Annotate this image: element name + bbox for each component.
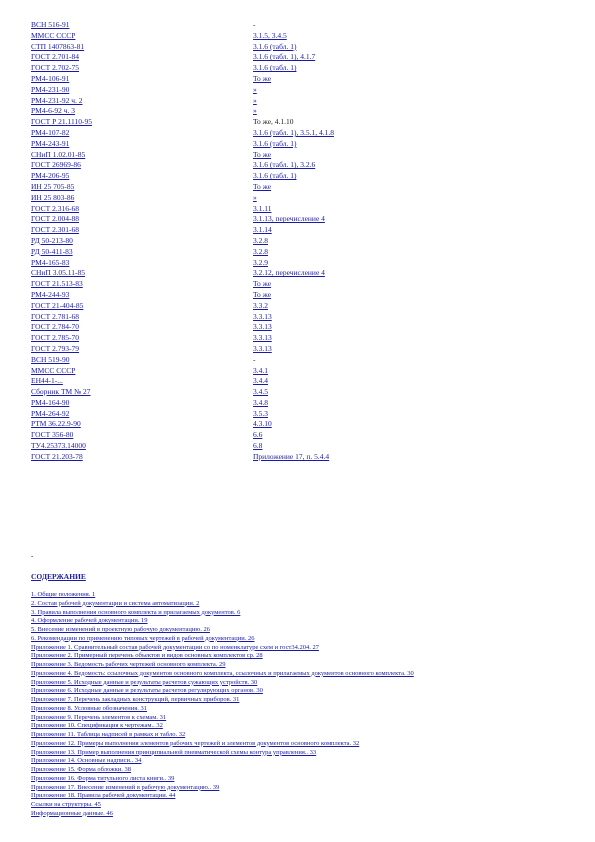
reference-section-link[interactable]: 3.1.6 (табл. 1): [253, 41, 297, 51]
reference-row: [31, 139, 551, 150]
reference-section-link[interactable]: »: [253, 95, 257, 105]
reference-row: [31, 312, 551, 323]
reference-row: [31, 409, 551, 420]
toc-item-link[interactable]: 5. Внесение изменений в проектную рабочую документацию. 26: [31, 626, 210, 633]
reference-document-link[interactable]: ММСС СССР: [31, 365, 76, 375]
reference-row: [31, 366, 551, 377]
reference-row: [31, 182, 551, 193]
reference-document-link[interactable]: ВСН 519-90: [31, 354, 70, 364]
reference-section-link[interactable]: 3.1.11: [253, 203, 272, 213]
reference-section-link[interactable]: 3.1.5, 3.4.5: [253, 30, 287, 40]
reference-document-link[interactable]: ММСС СССР: [31, 30, 76, 40]
separator-bullet: -: [31, 552, 34, 560]
reference-section-link[interactable]: »: [253, 192, 257, 202]
reference-section-link[interactable]: То же: [253, 73, 272, 83]
reference-section-link[interactable]: 3.1.13, перечисление 4: [253, 214, 325, 224]
reference-document-link[interactable]: ИН 25 705-85: [31, 181, 75, 191]
reference-document-link[interactable]: РД 50-411-83: [31, 246, 73, 256]
reference-section-link[interactable]: 3.1.6 (табл. 1): [253, 171, 297, 181]
reference-section-link[interactable]: 6.6: [253, 430, 263, 440]
toc-item-link[interactable]: 3. Правила выполнения основного комплекта и прилагаемых документов. 6: [31, 608, 241, 616]
reference-row: [31, 236, 551, 247]
reference-document-link[interactable]: РМ4-244-93: [31, 289, 70, 299]
reference-document-link[interactable]: ГОСТ Р 21.1110-95: [31, 117, 92, 127]
reference-row: [31, 204, 551, 215]
reference-row: [31, 419, 551, 430]
toc-item-link[interactable]: Приложение 9. Перечень элементов к схемам. 31: [31, 713, 167, 721]
reference-document-link[interactable]: РМ4-165-83: [31, 257, 70, 267]
toc-item-link[interactable]: Приложение 4. Ведомость: ссылочных документов основного комплекта, ссылочных и прилагаемых документов основного комплекта. 30: [31, 669, 414, 677]
toc-item-link[interactable]: Приложение 7. Перечень закладных конструкций, первичных приборов. 31: [31, 696, 240, 703]
reference-section-link[interactable]: 3.1.6 (табл. 1), 3.2.6: [253, 160, 316, 170]
reference-section-text: -: [253, 20, 256, 29]
reference-section-link[interactable]: 3.3.13: [253, 311, 272, 321]
reference-section-link[interactable]: 3.3.13: [253, 333, 272, 343]
reference-document-link[interactable]: ГОСТ 2.785-70: [31, 333, 79, 343]
reference-row: [31, 279, 551, 290]
reference-section-link[interactable]: Приложение 17, п. 5.4.4: [253, 451, 330, 461]
reference-section-link[interactable]: 3.2.8: [253, 235, 268, 245]
reference-row: [31, 258, 551, 269]
reference-row: [31, 398, 551, 409]
toc-item-link[interactable]: Приложение 14. Основные надписи.. 34: [31, 757, 142, 765]
reference-document-link[interactable]: СНиП 3.05.11-85: [31, 268, 85, 278]
reference-document-link[interactable]: РМ4-231-90: [31, 84, 70, 94]
reference-section-link[interactable]: 3.2.12, перечисление 4: [253, 268, 325, 278]
reference-row: [31, 20, 551, 31]
reference-document-link[interactable]: ИН 25 803-86: [31, 192, 75, 202]
reference-document-link[interactable]: ЕН44-1-...: [31, 376, 63, 386]
reference-document-link[interactable]: РД 50-213-80: [31, 235, 73, 245]
reference-row: [31, 150, 551, 161]
reference-document-link[interactable]: РМ4-106-91: [31, 73, 70, 83]
reference-section-link[interactable]: 3.4.1: [253, 365, 268, 375]
reference-section-link[interactable]: »: [253, 84, 257, 94]
reference-section-link[interactable]: 3.3.2: [253, 300, 268, 310]
toc-item-link[interactable]: Приложение 8. Условные обозначения. 31: [31, 704, 147, 712]
reference-document-link[interactable]: ГОСТ 21.513-83: [31, 279, 83, 289]
toc-item-link[interactable]: Приложение 5. Исходные данные и результаты расчетов сужающих устройств. 30: [31, 678, 258, 686]
reference-document-link[interactable]: Сборник ТМ № 27: [31, 387, 91, 397]
reference-document-link[interactable]: СТП 1407863-81: [31, 41, 85, 51]
toc-item-link[interactable]: Приложение 15. Форма обложки. 38: [31, 766, 131, 773]
reference-document-link[interactable]: РМ4-264-92: [31, 408, 70, 418]
reference-document-link[interactable]: РМ4-231-92 ч. 2: [31, 95, 83, 105]
reference-section-link[interactable]: 3.1.14: [253, 225, 272, 235]
reference-section-link[interactable]: 6.8: [253, 441, 263, 451]
reference-section-text: То же, 4.1.10: [253, 117, 294, 127]
reference-section-link[interactable]: 3.2.8: [253, 246, 268, 256]
toc-item-link[interactable]: 2. Состав рабочей документации и система автоматизации. 2: [31, 599, 200, 607]
reference-document-link[interactable]: ГОСТ 21.203-78: [31, 451, 83, 461]
reference-row: [31, 117, 551, 128]
reference-row: [31, 430, 551, 441]
reference-document-link[interactable]: ГОСТ 2.793-79: [31, 343, 79, 353]
reference-section-link[interactable]: 3.3.13: [253, 322, 272, 332]
reference-document-link[interactable]: ГОСТ 2.701-84: [31, 52, 79, 62]
reference-section-link[interactable]: 3.1.6 (табл. 1), 3.5.1, 4.1.8: [253, 127, 334, 137]
reference-document-link[interactable]: ГОСТ 2.316-68: [31, 203, 79, 213]
reference-section-link[interactable]: 3.4.4: [253, 376, 268, 386]
reference-section-text: -: [253, 354, 256, 364]
reference-section-link[interactable]: То же: [253, 181, 272, 191]
reference-row: [31, 85, 551, 96]
toc-heading-link[interactable]: СОДЕРЖАНИЕ: [31, 572, 86, 581]
toc-item-link[interactable]: Приложение 10. Спецификация к чертежам.. 32: [31, 722, 163, 730]
reference-row: [31, 333, 551, 344]
toc-item-link[interactable]: Приложение 16. Форма титульного листа книги.. 39: [31, 774, 175, 782]
toc-item-link[interactable]: Приложение 1. Сравнительный состав рабочей документации со по номенклатуре схем и гост34.204. 27: [31, 643, 319, 651]
reference-row: [31, 344, 551, 355]
reference-document-link[interactable]: ГОСТ 21-404-85: [31, 300, 84, 310]
toc-item-link[interactable]: Приложение 17. Внесение изменений в рабочую документацию.. 39: [31, 783, 220, 791]
reference-section-link[interactable]: 4.3.10: [253, 419, 272, 429]
reference-section-link[interactable]: 3.1.6 (табл. 1): [253, 63, 297, 73]
reference-section-link[interactable]: То же: [253, 149, 272, 159]
reference-row: [31, 441, 551, 452]
reference-section-link[interactable]: 3.3.13: [253, 343, 272, 353]
reference-document-link[interactable]: РМ4-206-95: [31, 171, 70, 181]
reference-row: [31, 290, 551, 301]
reference-row: [31, 160, 551, 171]
reference-document-link[interactable]: ГОСТ 2.781-68: [31, 311, 79, 321]
toc-item-link[interactable]: Ссылки на структуры. 45: [31, 801, 101, 808]
reference-document-link[interactable]: ГОСТ 356-80: [31, 430, 74, 440]
reference-row: [31, 376, 551, 387]
reference-row: [31, 355, 551, 366]
reference-document-link[interactable]: СНиП 1.02.01-85: [31, 149, 86, 159]
reference-row: [31, 322, 551, 333]
reference-row: [31, 193, 551, 204]
toc-item-link[interactable]: 1. Общие положения. 1: [31, 591, 96, 598]
reference-documents-table: [31, 20, 551, 463]
reference-section-link[interactable]: 3.4.8: [253, 397, 268, 407]
reference-row: [31, 96, 551, 107]
toc-item-link[interactable]: Приложение 3. Ведомость рабочих чертежей основного комплекта. 29: [31, 661, 226, 668]
reference-row: [31, 171, 551, 182]
toc-item-link[interactable]: Приложение 12. Примеры выполнения элементов рабочих чертежей и элементов документов основного комплекта. 32: [31, 739, 360, 747]
toc-item-link[interactable]: Приложение 13. Пример выполнения принципиальной пневматической схемы контура управления.. 33: [31, 748, 317, 756]
reference-row: [31, 74, 551, 85]
reference-row: [31, 42, 551, 53]
reference-row: [31, 214, 551, 225]
reference-row: [31, 52, 551, 63]
reference-document-link[interactable]: РТМ 36.22.9-90: [31, 419, 81, 429]
toc-item-link[interactable]: Приложение 2. Примерный перечень объектов и видов основных комплектов ср. 28: [31, 652, 263, 660]
toc-item-link[interactable]: Информационные данные. 46: [31, 809, 113, 817]
reference-row: [31, 268, 551, 279]
reference-row: [31, 301, 551, 312]
reference-section-link[interactable]: То же: [253, 289, 272, 299]
reference-document-link[interactable]: ГОСТ 2.004-88: [31, 214, 79, 224]
toc-item-link[interactable]: Приложение 11. Таблица надписей в рамках и табло. 32: [31, 731, 186, 738]
table-of-contents: [31, 591, 571, 819]
reference-document-link[interactable]: РМ4-6-92 ч. 3: [31, 106, 75, 116]
reference-row: [31, 106, 551, 117]
reference-section-link[interactable]: 3.1.6 (табл. 1), 4.1.7: [253, 52, 316, 62]
toc-item-link[interactable]: 4. Оформление рабочей документации. 19: [31, 617, 148, 625]
reference-row: [31, 63, 551, 74]
reference-document-link[interactable]: РМ4-107-82: [31, 127, 70, 137]
reference-section-link[interactable]: 3.4.5: [253, 387, 268, 397]
reference-row: [31, 225, 551, 236]
reference-row: [31, 128, 551, 139]
reference-row: [31, 452, 551, 463]
reference-section-link[interactable]: »: [253, 106, 257, 116]
reference-document-link[interactable]: РМ4-164-90: [31, 397, 70, 407]
reference-document-link[interactable]: ГОСТ 2.301-68: [31, 225, 79, 235]
reference-row: [31, 31, 551, 42]
reference-row: [31, 247, 551, 258]
reference-section-link[interactable]: 3.5.3: [253, 408, 268, 418]
reference-section-link[interactable]: То же: [253, 279, 272, 289]
reference-document-link[interactable]: ТУ4.25373.14000: [31, 441, 86, 451]
reference-document-link[interactable]: РМ4-243-91: [31, 138, 70, 148]
toc-item-link[interactable]: Приложение 6. Исходные данные и результаты расчетов регулирующих органов. 30: [31, 687, 263, 695]
reference-section-link[interactable]: 3.1.6 (табл. 1): [253, 138, 297, 148]
toc-item-link[interactable]: Приложение 18. Правила рабочей документации. 44: [31, 792, 176, 800]
toc-item-link[interactable]: 6. Рекомендации по применению типовых чертежей в рабочей документации. 26: [31, 634, 255, 642]
reference-section-link[interactable]: 3.2.9: [253, 257, 268, 267]
reference-document-link[interactable]: ВСН 516-91: [31, 20, 70, 29]
reference-document-link[interactable]: ГОСТ 2.784-70: [31, 322, 79, 332]
reference-document-link[interactable]: ГОСТ 2.702-75: [31, 63, 79, 73]
reference-row: [31, 387, 551, 398]
reference-document-link[interactable]: ГОСТ 26969-86: [31, 160, 81, 170]
